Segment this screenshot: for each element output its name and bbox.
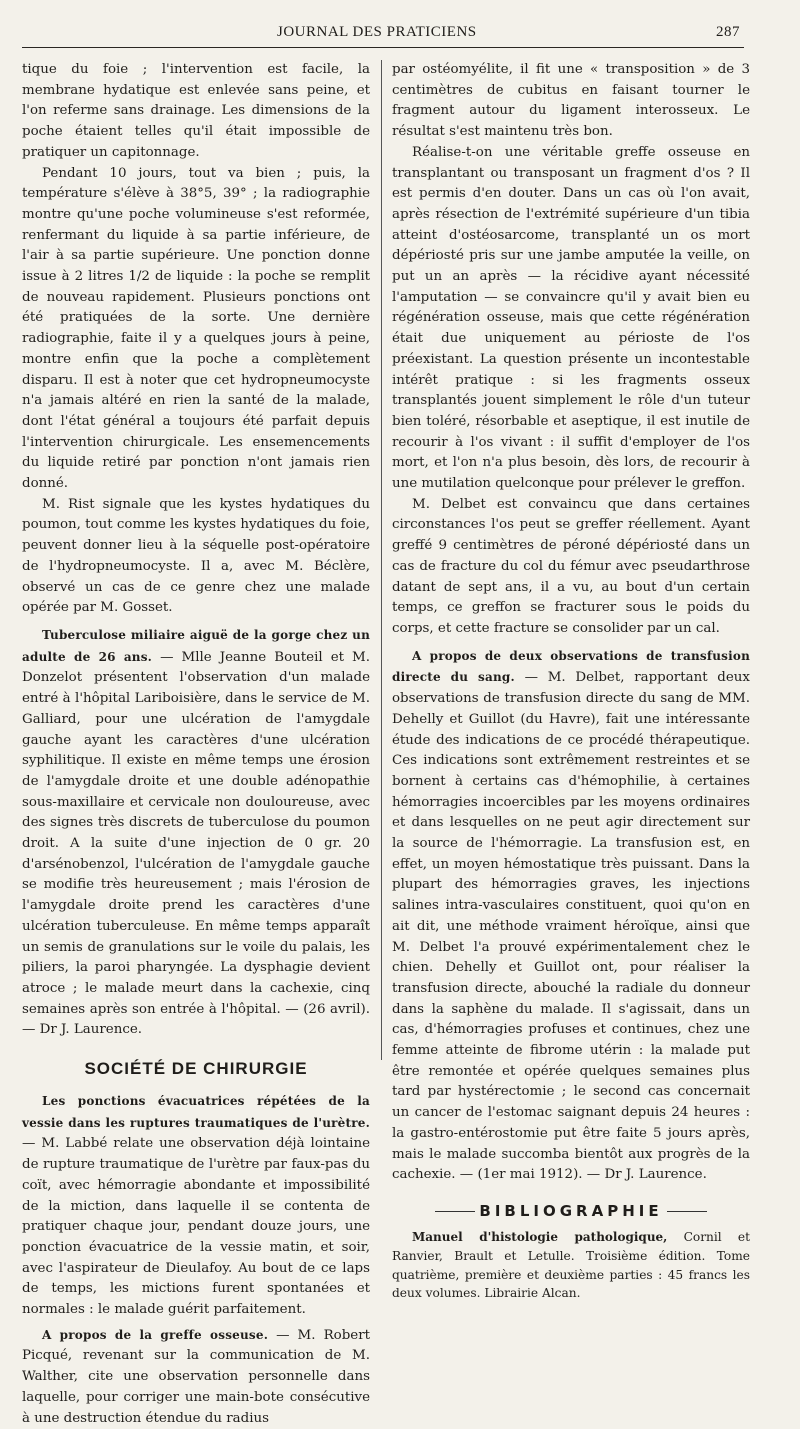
page-header bbox=[22, 20, 740, 46]
paragraph bbox=[22, 625, 370, 1041]
left-column bbox=[22, 60, 370, 1429]
paragraph bbox=[392, 646, 750, 1186]
title-bar bbox=[667, 1211, 707, 1212]
paragraph: Réalise-t-on une véritable greffe osseuse en transplantant ou transposant un fragment d'os ? Il est permis d'en douter. Dans un cas où l'on avait, après résection de l'extrémité supérieure d'un tibia atteint d'ostéosarcome, transplanté un os mort dépériosté pris sur une jambe amputée la veille, on put un an après — la récidive ayant nécessité l'amputation — se convaincre qu'il y avait bien eu régénération osseuse, mais que cette régénération était due uniquement au périoste de l'os préexistant. La question présente un incontestable intérêt pratique : si les fragments osseux transplantés jouent simplement le rôle d'un tuteur bien toléré, résorbable et aseptique, il est inutile de recourir à l'os vivant : il suffit d'employer de l'os mort, et l'on n'a plus besoin, dès lors, de recourir à une mutilation quelconque pour prélever le greffon. bbox=[392, 144, 750, 492]
paragraph-body: — M. Robert Picqué, revenant sur la communication de M. Walther, cite une observation personnelle dans laquelle, pour corriger une main-bote consécutive à une destruction étendue du radius bbox=[22, 1327, 370, 1426]
column-divider bbox=[381, 60, 382, 1060]
paragraph-body: — M. Delbet, rapportant deux observations de transfusion directe du sang de MM. Dehelly et Guillot (du Havre), fait une intéressante étude des indications de ce procédé thérapeutique. Ces indications sont extrêmement restreintes et se bornent à certains cas d'hémophilie, à certaines hémorragies incoercibles par les moyens ordinaires et dans lesquelles on ne peut agir directement sur la source de l'hémorragie. La transfusion est, en effet, un moyen hémostatique très puissant. Dans la plupart des hémorragies graves, les injections salines intra-vasculaires constituent, quoi qu'on en ait dit, une méthode vraiment héroïque, ainsi que M. Delbet l'a prouvé expérimentalement chez le chien. Dehelly et Guillot ont, pour réaliser la transfusion directe, abouché la radiale du donneur dans la saphène du malade. Il s'agissait, dans un cas, d'hémorragies profuses et continues, chez une femme atteinte de fibrome utérin : la malade put être remontée et opérée quelques semaines plus tard par hystérectomie ; le second cas concernait un cancer de l'estomac saignant depuis 24 heures : la gastro-entérostomie put être faite 5 jours après, mais le malade succomba bientôt aux progrès de la cachexie. — (1er mai 1912). — Dr J. Laurence. bbox=[392, 670, 750, 1183]
paragraph-body: — M. Labbé relate une observation déjà lointaine de rupture traumatique de l'urètre par faux-pas du coït, avec hémorragie abondante et impossibilité de la miction, dans laquelle il se contenta de pratiquer chaque jour, pendant douze jours, une ponction évacuatrice de la vessie matin, et soir, avec l'aspirateur de Dieulafoy. Au bout de ce laps de temps, les mictions furent spontanées et normales : le malade guérit parfaitement. bbox=[22, 1136, 370, 1318]
paragraph: Pendant 10 jours, tout va bien ; puis, la température s'élève à 38°5, 39° ; la radiographie montre qu'une poche volumineuse s'est reformée, renfermant du liquide à sa partie inférieure, de l'air à sa partie supérieure. Une ponction donne issue à 2 litres 1/2 de liquide : la poche se remplit de nouveau rapidement. Plusieurs ponctions ont été pratiquées de la sorte. Une dernière radiographie, faite il y a quelques jours à peine, montre enfin que la poche a complètement disparu. Il est à noter que cet hydropneumocyste n'a jamais altéré en rien la santé de la malade, dont l'état général a toujours été parfait depuis l'intervention chirurgicale. Les ensemencements du liquide retiré par ponction n'ont jamais rien donné. bbox=[22, 165, 370, 492]
bibliography-lead: Manuel d'histologie pathologique, bbox=[412, 1229, 668, 1244]
paragraph-lead: A propos de la greffe osseuse. bbox=[42, 1327, 269, 1342]
running-title: JOURNAL DES PRATICIENS bbox=[277, 24, 477, 40]
paragraph bbox=[22, 1091, 370, 1321]
section-title: SOCIÉTÉ DE CHIRURGIE bbox=[84, 1059, 308, 1079]
paragraph-lead: A propos de deux observations de transfusion directe du sang. bbox=[392, 648, 750, 685]
bibliography-title bbox=[392, 1202, 750, 1220]
right-column bbox=[392, 60, 750, 1303]
paragraph: tique du foie ; l'intervention est facile, la membrane hydatique est enlevée sans peine, et l'on referme sans drainage. Les dimensions de la poche étaient telles qu'il était impossible de pratiquer un capitonnage. bbox=[22, 62, 370, 160]
paragraph: M. Delbet est convaincu que dans certaines circonstances l'os peut se greffer réellement. Ayant greffé 9 centimètres de péroné dépériosté dans un cas de fracture du col du fémur avec pseudarthrose datant de sept ans, il a vu, au bout d'un certain temps, ce greffon se fracturer sous le poids du corps, et cette fracture se consolider par un cal. bbox=[392, 496, 750, 636]
title-bar bbox=[435, 1211, 475, 1212]
paragraph bbox=[22, 1325, 370, 1429]
bibliography-entry bbox=[392, 1228, 750, 1303]
header-rule bbox=[22, 47, 744, 48]
bibliography-title-text: BIBLIOGRAPHIE bbox=[479, 1201, 663, 1220]
paragraph-lead: Tuberculose miliaire aiguë de la gorge chez un adulte de 26 ans. bbox=[22, 627, 370, 664]
paragraph-body: — Mlle Jeanne Bouteil et M. Donzelot présentent l'observation d'un malade entré à l'hôpital Lariboisière, dans le service de M. Galliard, pour une ulcération de l'amygdale gauche ayant les caractères d'une ulcération syphilitique. Il existe en même temps une érosion de l'amygdale droite et une double adénopathie sous-maxillaire et cervicale non douloureuse, avec des signes très discrets de tuberculose du poumon droit. A la suite d'une injection de 0 gr. 20 d'arsénobenzol, l'ulcération de l'amygdale gauche se modifie très heureusement ; mais l'érosion de l'amygdale droite prend les caractères d'une ulcération tuberculeuse. En même temps apparaît un semis de granulations sur le voile du palais, les piliers, la paroi pharyngée. La dysphagie devient atroce ; le malade meurt dans la cachexie, cinq semaines après son entrée à l'hôpital. — (26 avril). — Dr J. Laurence. bbox=[22, 649, 370, 1038]
page-number: 287 bbox=[716, 24, 740, 40]
paragraph: M. Rist signale que les kystes hydatiques du poumon, tout comme les kystes hydatiques du foie, peuvent donner lieu à la séquelle post-opératoire de l'hydropneumocyste. Il a, avec M. Béclère, observé un cas de ce genre chez une malade opérée par M. Gosset. bbox=[22, 496, 370, 616]
paragraph-lead: Les ponctions évacuatrices répétées de la vessie dans les ruptures traumatiques de l'urètre. bbox=[22, 1094, 370, 1130]
bibliography-body: Cornil et Ranvier, Brault et Letulle. Troisième édition. Tome quatrième, première et deuxième parties : 45 francs les deux volumes. Librairie Alcan. bbox=[392, 1229, 750, 1301]
paragraph: par ostéomyélite, il fit une « transposition » de 3 centimètres de cubitus en faisant tourner le fragment autour du ligament interosseux. Le résultat s'est maintenu très bon. bbox=[392, 62, 750, 140]
